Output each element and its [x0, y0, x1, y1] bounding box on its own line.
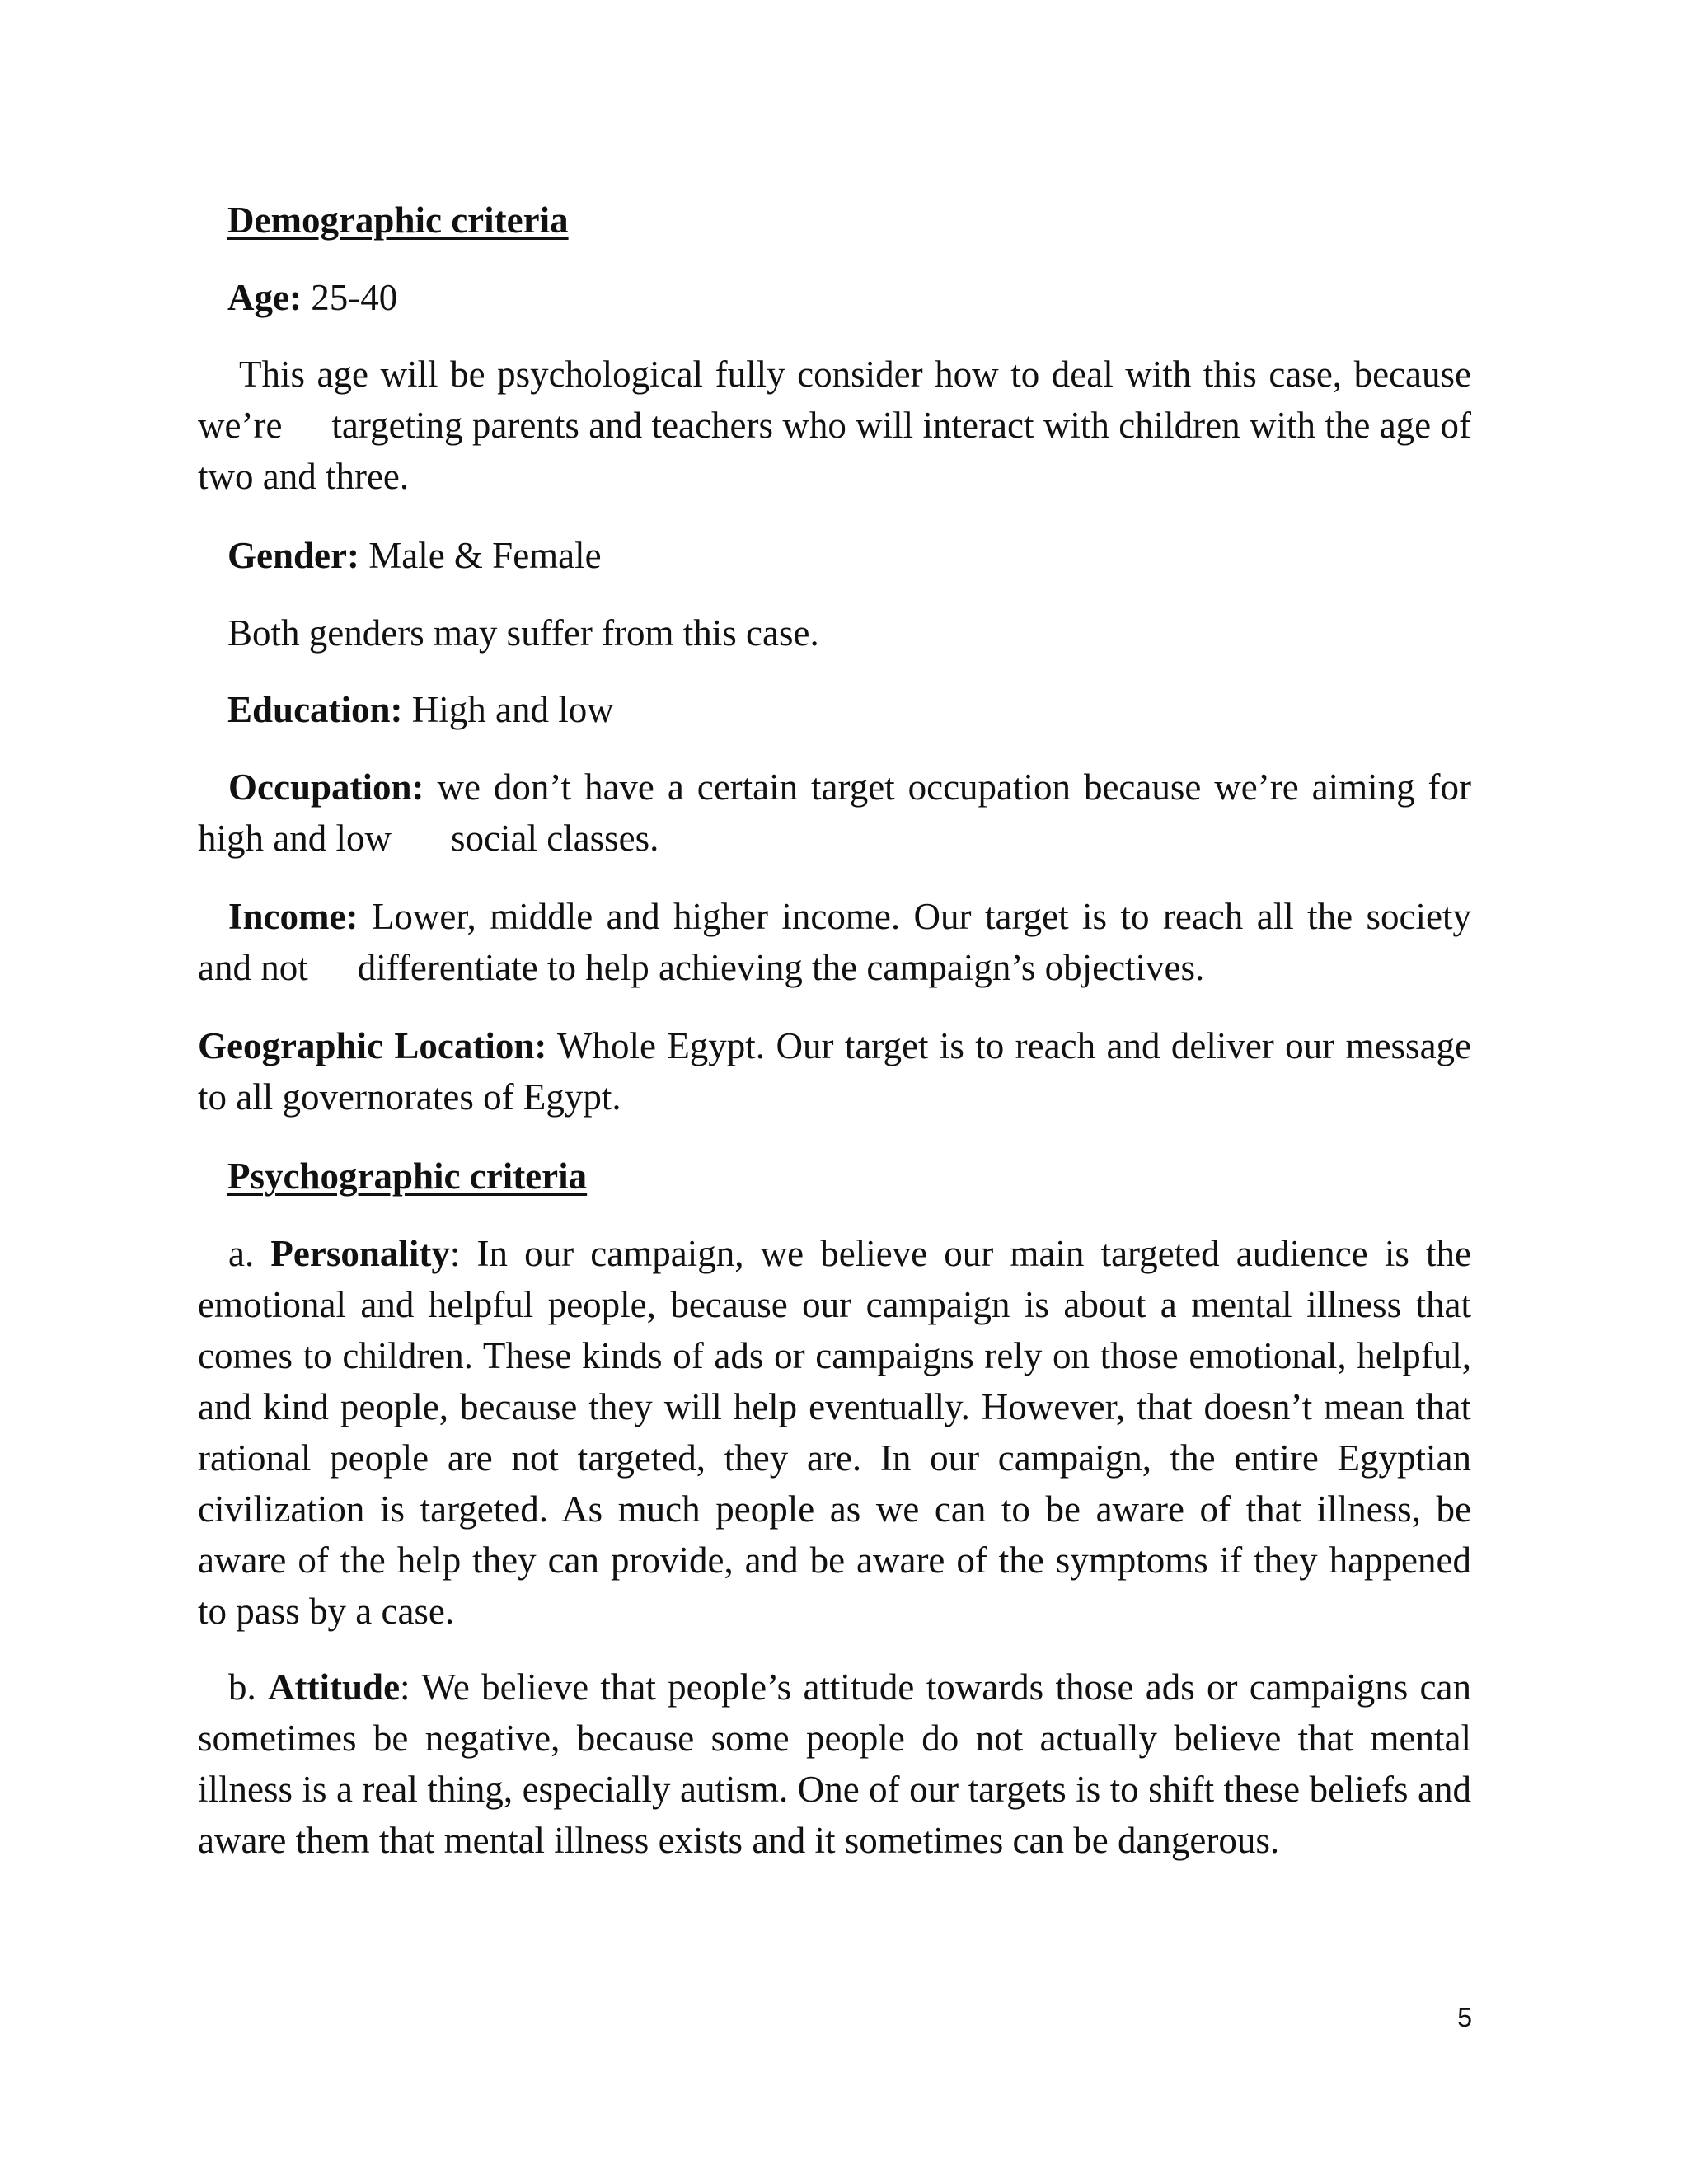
age-description — [198, 349, 1471, 502]
occupation-value-part-2: social classes. — [450, 818, 659, 859]
gender-line — [198, 530, 1471, 581]
gender-label: Gender: — [227, 535, 359, 576]
personality-label: Personality — [270, 1233, 450, 1274]
gender-wrap — [227, 535, 602, 576]
attitude-paragraph — [198, 1661, 1471, 1866]
age-description-part-1: This age will be psychological fully consider how to deal with this case, because we’re — [198, 354, 1471, 446]
income-value-part-1: Lower, middle and higher income. Our target is to reach all the society and not — [198, 896, 1472, 988]
personality-paragraph — [198, 1228, 1471, 1637]
occupation-label: Occupation: — [228, 766, 424, 808]
psychographic-heading: Psychographic criteria — [227, 1155, 588, 1197]
personality-text: : In our campaign, we believe our main targeted audience is the emotional and helpful people, because our campaign is about a mental illness that comes to children. These kinds of ads or campaigns rely on those emotional, helpful, and kind people, because they will help eventually. However, that doesn’t mean that rational people are not targeted, they are. In our campaign, the entire Egyptian civilization is targeted. As much people as we can to be aware of that illness, be aware of the help they can provide, and be aware of the symptoms if they happened to pass by a case. — [198, 1233, 1471, 1632]
demographic-heading-block — [198, 194, 1471, 246]
geographic-location-value: Whole Egypt. Our target is to reach and deliver our message to all governorates of Egypt. — [198, 1025, 1472, 1118]
income-label: Income: — [228, 896, 359, 937]
psychographic-heading-block — [198, 1151, 1471, 1202]
age-value: 25-40 — [311, 277, 398, 318]
income-value-part-2: differentiate to help achieving the campaign’s objectives. — [357, 947, 1205, 988]
gender-description-line — [198, 607, 1471, 658]
attitude-text: : We believe that people’s attitude towards those ads or campaigns can sometimes be negative, because some people do not actually believe that mental illness is a real thing, especially autism. One of our targets is to shift these beliefs and aware them that mental illness exists and it sometimes can be dangerous. — [198, 1666, 1472, 1861]
age-line — [198, 272, 1471, 323]
occupation-paragraph — [198, 762, 1471, 864]
attitude-prefix: b. — [228, 1666, 256, 1708]
income-paragraph — [198, 891, 1471, 993]
occupation-value-part-1: we don’t have a certain target occupation because we’re aiming for high and low — [198, 766, 1472, 859]
education-value: High and low — [411, 689, 614, 730]
education-wrap — [227, 689, 614, 730]
age-description-part-2: targeting parents and teachers who will interact with children with the age of two and three. — [198, 405, 1471, 497]
demographic-heading: Demographic criteria — [227, 199, 569, 241]
geographic-location-label: Geographic Location: — [198, 1025, 547, 1066]
attitude-label: Attitude — [268, 1666, 401, 1708]
gender-description: Both genders may suffer from this case. — [227, 612, 819, 654]
personality-prefix: a. — [228, 1233, 255, 1274]
geographic-location-paragraph — [198, 1020, 1471, 1122]
education-label: Education: — [227, 689, 403, 730]
age-wrap — [227, 277, 397, 318]
education-line — [198, 684, 1471, 735]
page-number: 5 — [1457, 2003, 1472, 2032]
age-label: Age: — [227, 277, 302, 318]
gender-value: Male & Female — [368, 535, 602, 576]
